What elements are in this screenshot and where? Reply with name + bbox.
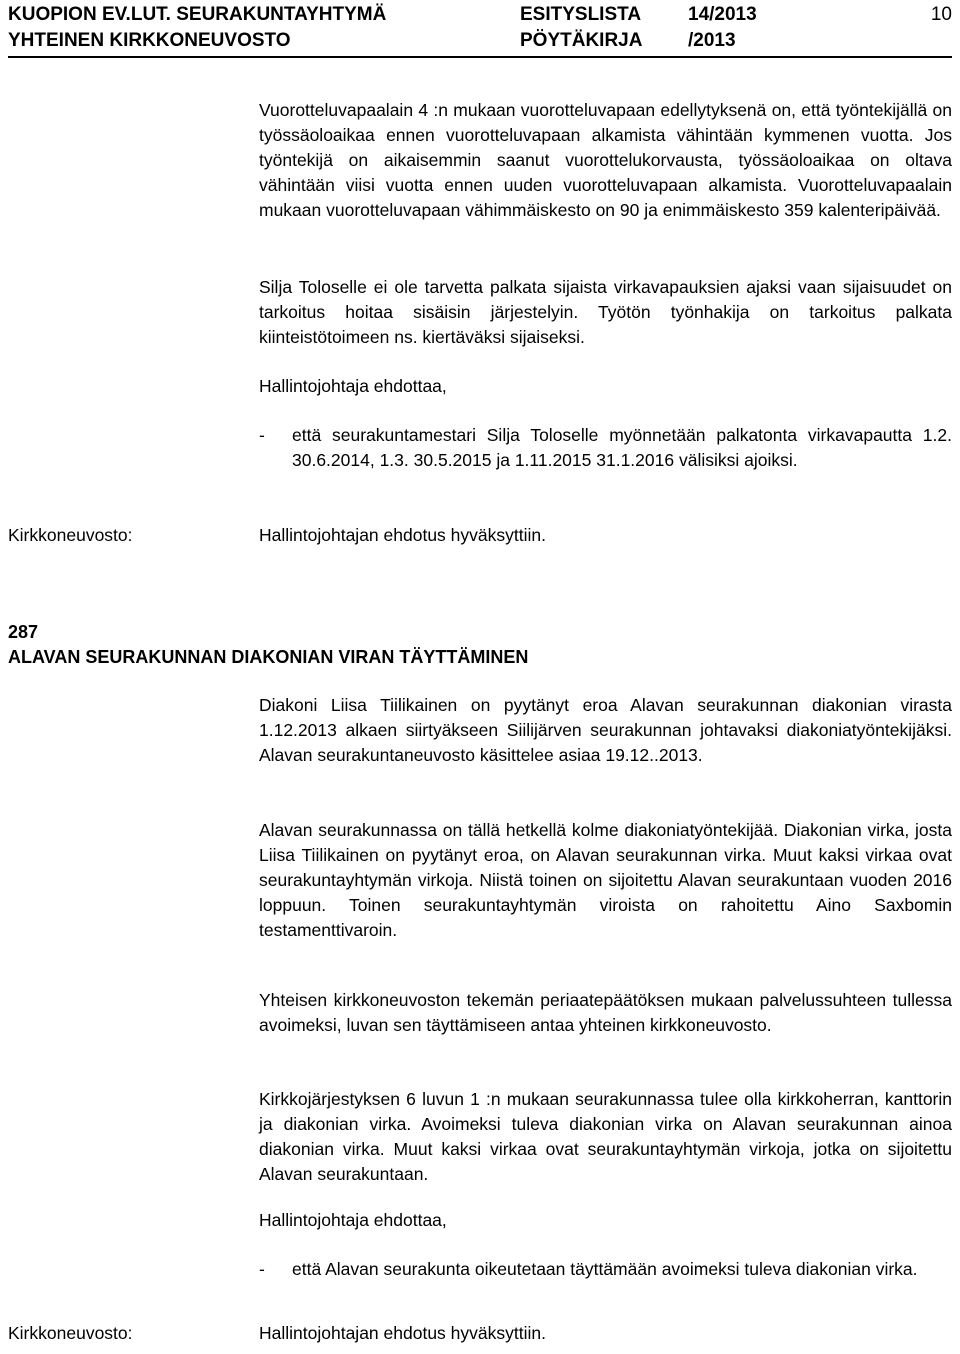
proposal-item-2	[259, 1257, 952, 1282]
page-number: 10	[930, 4, 952, 25]
section-title: ALAVAN SEURAKUNNAN DIAKONIAN VIRAN TÄYTTÄMINEN	[8, 647, 529, 667]
proposal-item	[259, 423, 952, 473]
header-doc-type-minutes: PÖYTÄKIRJA	[520, 30, 643, 51]
paragraph-principle-decision: Yhteisen kirkkoneuvoston tekemän periaatepäätöksen mukaan palvelussuhteen tullessa avoimeksi, luvan sen täyttämiseen antaa yhteinen kirkkoneuvosto.	[259, 990, 952, 1035]
header-divider	[8, 56, 952, 58]
dash-bullet-2: -	[259, 1259, 265, 1279]
decision-text: Hallintojohtajan ehdotus hyväksyttiin.	[259, 525, 546, 545]
paragraph-deacon-positions: Alavan seurakunnassa on tällä hetkellä kolme diakoniatyöntekijää. Diakonian virka, josta Liisa Tiilikainen on pyytänyt eroa, on Alavan seurakunnan virka. Muut kaksi virkaa ovat seurakuntayhtymän virkoja. Niistä toinen on sijoitettu Alavan seurakuntaan vuoden 2016 loppuun. Toinen seurakuntayhtymän viroista on rahoitettu Aino Saxbomin testamenttivaroin.	[259, 820, 952, 940]
header-doc-type-agenda: ESITYSLISTA	[520, 4, 642, 25]
header-minutes-number: /2013	[688, 30, 736, 51]
header-agenda-number: 14/2013	[688, 4, 757, 25]
dash-bullet: -	[259, 425, 265, 445]
paragraph-resignation: Diakoni Liisa Tiilikainen on pyytänyt eroa Alavan seurakunnan diakonian virasta 1.12.2013 alkaen siirtyäkseen Siilijärven seurakunnan johtavaksi diakoniatyöntekijäksi. Alavan seurakuntaneuvosto käsittelee asiaa 19.12..2013.	[259, 695, 952, 765]
paragraph-church-order: Kirkkojärjestyksen 6 luvun 1 :n mukaan seurakunnassa tulee olla kirkkoherran, kanttorin ja diakonian virka. Avoimeksi tuleva diakonian virka on Alavan seurakunnan ainoa diakonian virka. Muut kaksi virkaa ovat seurakuntayhtymän virkoja, jotka on sijoitettu Alavan seurakuntaan.	[259, 1089, 952, 1184]
header-board: YHTEINEN KIRKKONEUVOSTO	[8, 30, 291, 51]
decision-text-2: Hallintojohtajan ehdotus hyväksyttiin.	[259, 1323, 546, 1343]
proposal-text-2: että Alavan seurakunta oikeutetaan täyttämään avoimeksi tuleva diakonian virka.	[292, 1259, 918, 1279]
proposal-text: että seurakuntamestari Silja Toloselle myönnetään palkatonta virkavapautta 1.2. 30.6.2014, 1.3. 30.5.2015 ja 1.11.2015 31.1.2016 välisiksi ajoiksi.	[292, 425, 952, 470]
paragraph-substitute-arrangements: Silja Toloselle ei ole tarvetta palkata sijaista virkavapauksien ajaksi vaan sijaisuudet on tarkoitus hoitaa sisäisin järjestelyin. Työtön työnhakija on tarkoitus palkata kiinteistötoimeen ns. kiertäväksi sijaiseksi.	[259, 277, 952, 347]
paragraph-rotation-leave-law: Vuorotteluvapaalain 4 :n mukaan vuorotteluvapaan edellytyksenä on, että työntekijällä on työssäoloaikaa ennen vuorotteluvapaan alkamista vähintään kymmenen vuotta. Jos työntekijä on aikaisemmin saanut vuorottelukorvausta, työssäoloaikaa on oltava vähintään viisi vuotta ennen uuden vuorotteluvapaan alkamista. Vuorotteluvapaalain mukaan vuorotteluvapaan vähimmäiskesto on 90 ja enimmäiskesto 359 kalenteripäivää.	[259, 100, 952, 220]
decision-label-2: Kirkkoneuvosto:	[8, 1323, 133, 1343]
section-number: 287	[8, 622, 39, 642]
page-header	[8, 2, 952, 54]
header-organization: KUOPION EV.LUT. SEURAKUNTAYHTYMÄ	[8, 4, 387, 25]
section-heading	[8, 620, 528, 670]
decision-label: Kirkkoneuvosto:	[8, 525, 133, 545]
proposal-intro: Hallintojohtaja ehdottaa,	[259, 376, 447, 396]
proposal-intro-2: Hallintojohtaja ehdottaa,	[259, 1210, 447, 1230]
